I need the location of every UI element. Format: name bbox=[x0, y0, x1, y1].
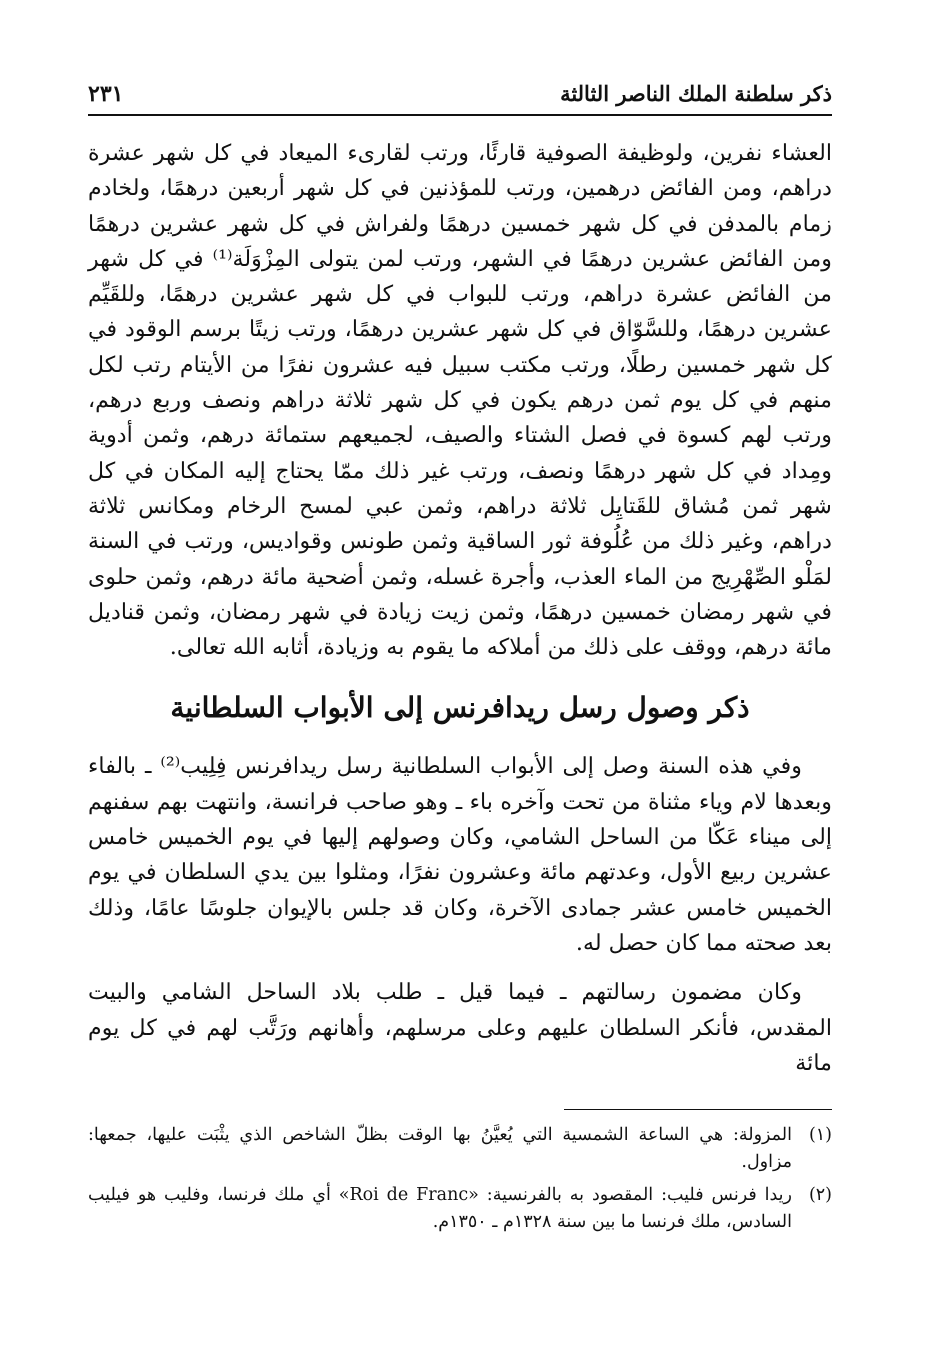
book-page bbox=[88, 80, 832, 1242]
footnote-number: (١) bbox=[808, 1125, 832, 1146]
footnote bbox=[88, 1182, 832, 1236]
footnote-text: ريدا فرنس فليب: المقصود به بالفرنسية: «Roi de Franc» أي ملك فرنسا، وفليب هو فيليب السادس، ملك فرنسا ما بين سنة ١٣٢٨م ـ ١٣٥٠م. bbox=[88, 1185, 792, 1233]
body-paragraph: وفي هذه السنة وصل إلى الأبواب السلطانية رسل ريدافرنس فِلِيب⁽²⁾ ـ بالفاء وبعدها لام وياء مثناة من تحت وآخره باء ـ وهو صاحب فرانسة، وانتهت بهم سفنهم إلى ميناء عَكّا من الساحل الشامي، وكان وصولهم إليها في يوم الخميس خامس عشرين ربيع الأول، وعدتهم مائة وعشرون نفرًا، ومثلوا بين يدي السلطان في يوم الخميس خامس عشر جمادى الآخرة، وكان قد جلس بالإيوان جلوسًا عامًا، وذلك بعد صحته مما كان حصل له. bbox=[88, 753, 832, 956]
running-header bbox=[88, 80, 832, 116]
body-paragraph: وكان مضمون رسالتهم ـ فيما قيل ـ طلب بلاد الساحل الشامي والبيت المقدس، فأنكر السلطان عليهم وعلى مرسلهم، وأهانهم ورَتَّب لهم في كل يوم مائة bbox=[88, 979, 832, 1076]
footnotes bbox=[88, 1122, 832, 1236]
page-number: ٢٣١ bbox=[88, 81, 124, 107]
footnote-text: المزولة: هي الساعة الشمسية التي يُعيَّنُ بها الوقت بظلّ الشاخص الذي يثْبَت عليها، جمعها: مزاول. bbox=[88, 1125, 792, 1173]
footnote-divider bbox=[564, 1109, 832, 1110]
section-heading: ذكر وصول رسل ريدافرنس إلى الأبواب السلطانية bbox=[170, 691, 750, 725]
running-title: ذكر سلطنة الملك الناصر الثالثة bbox=[560, 81, 832, 106]
footnote-number: (٢) bbox=[808, 1185, 832, 1206]
main-text bbox=[88, 136, 832, 1081]
body-paragraph: العشاء نفرين، ولوظيفة الصوفية قارئًا، ورتب لقارىء الميعاد في كل شهر عشرة دراهم، ومن الفائض درهمين، ورتب للمؤذنين في كل شهر أربعين درهمًا، ولخادم زمام بالمدفن في كل شهر خمسين درهمًا ولفراش في كل شهر عشرين درهمًا ومن الفائض عشرين درهمًا في الشهر، ورتب لمن يتولى المِزْوَلَة⁽¹⁾ في كل شهر من الفائض عشرة دراهم، ورتب للبواب في كل شهر عشرين درهمًا، وللقَيِّم عشرين درهمًا، وللسَّوّاق في كل شهر عشرين درهمًا، ورتب زيتًا برسم الوقود في كل شهر خمسين رطلًا، ورتب مكتب سبيل فيه عشرون نفرًا من الأيتام رتب لكل منهم في كل يوم ثمن درهم يكون في كل شهر ثلاثة دراهم ونصف وربع درهم، ورتب لهم كسوة في فصل الشتاء والصيف، لجميعهم ستمائة درهم، وثمن أدوية ومِداد في كل شهر درهمًا ونصف، ورتب غير ذلك ممّا يحتاج إليه المكان في كل شهر ثمن مُشاق للقَتايِل ثلاثة دراهم، وثمن عبي لمسح الرخام ومكانس ثلاثة دراهم، وغير ذلك من عُلُوفة ثور الساقية وثمن طونس وقواديس، ورتب في السنة لمَلْو الصِّهْرِيج من الماء العذب، وأجرة غسله، وثمن أضحية مائة درهم، وثمن حلوى في شهر رمضان خمسين درهمًا، وثمن زيت زيادة في شهر رمضان، وثمن قناديل مائة درهم، ووقف على ذلك من أملاكه ما يقوم به وزيادة، أثابه الله تعالى. bbox=[88, 140, 833, 661]
footnote bbox=[88, 1122, 832, 1176]
